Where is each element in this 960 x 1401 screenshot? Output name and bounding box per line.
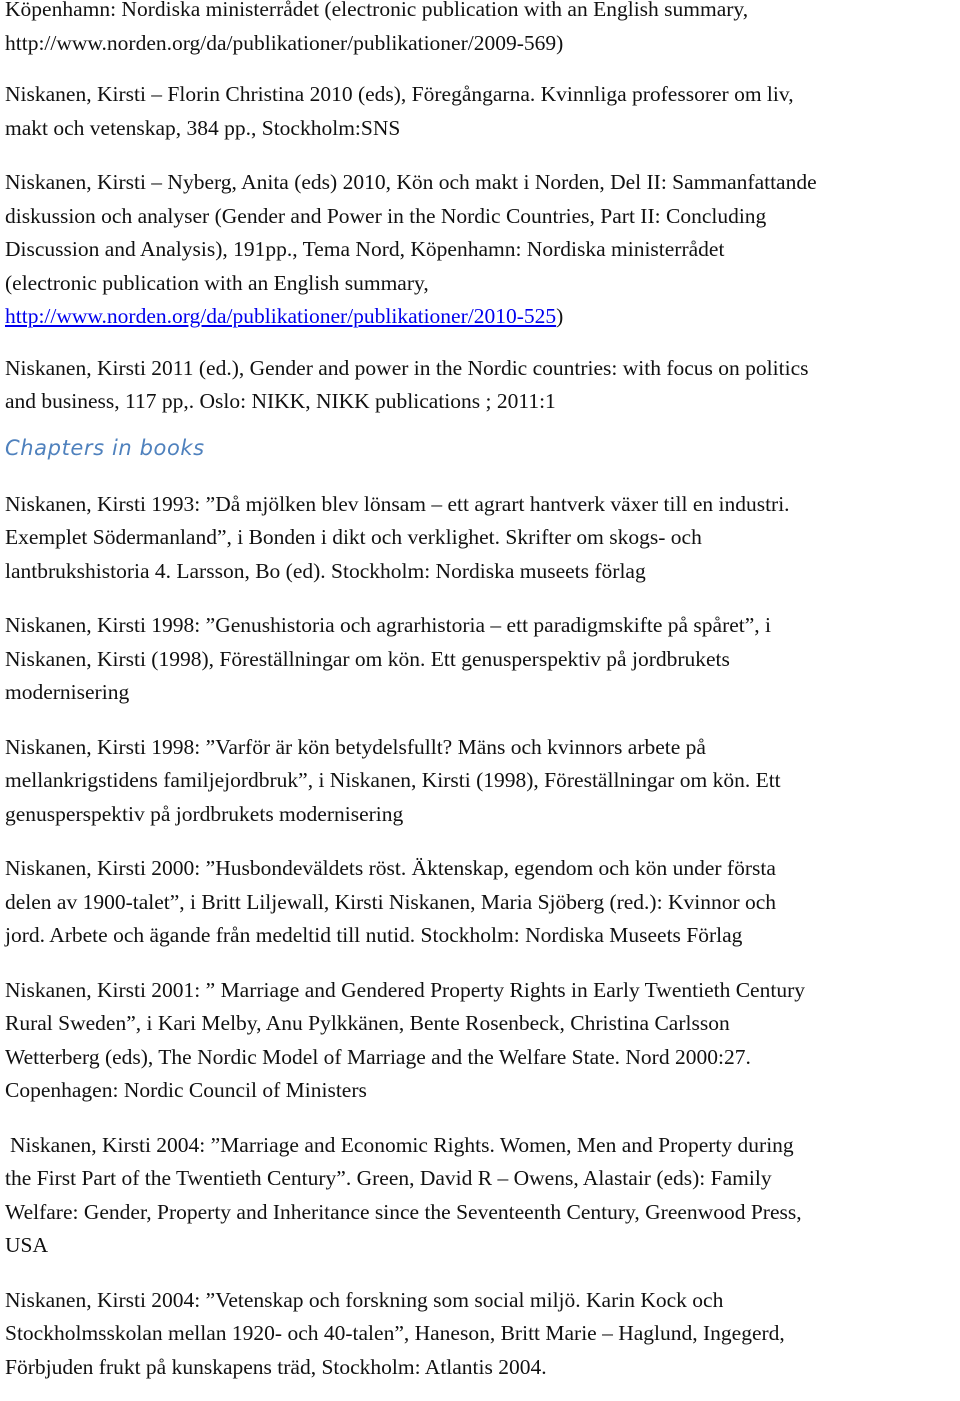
- reference-entry: [5, 78, 955, 145]
- reference-line: Discussion and Analysis), 191pp., Tema Nord, Köpenhamn: Nordiska ministerrådet: [5, 237, 725, 261]
- reference-line: [5, 300, 955, 334]
- reference-line: http://www.norden.org/da/publikationer/publikationer/2009-569): [5, 30, 564, 55]
- reference-line: (electronic publication with an English summary,: [5, 270, 429, 295]
- chapter-line: Niskanen, Kirsti 1998: ”Varför är kön betydelsfullt? Mäns och kvinnors arbete på: [5, 734, 706, 759]
- chapter-entry: [5, 609, 955, 710]
- chapter-line: mellankrigstidens familjejordbruk”, i Niskanen, Kirsti (1998), Föreställningar om kön. Ett: [5, 768, 781, 792]
- chapter-line: genusperspektiv på jordbrukets modernisering: [5, 801, 404, 826]
- reference-line: and business, 117 pp,. Oslo: NIKK, NIKK publications ; 2011:1: [5, 389, 556, 413]
- chapter-line: Copenhagen: Nordic Council of Ministers: [5, 1078, 367, 1102]
- reference-line: diskussion och analyser (Gender and Power in the Nordic Countries, Part II: Concluding: [5, 203, 767, 228]
- link-suffix: ): [556, 304, 564, 328]
- reference-line: Köpenhamn: Nordiska ministerrådet (electronic publication with an English summary,: [5, 0, 749, 21]
- chapter-line: Niskanen, Kirsti 1998: ”Genushistoria och agrarhistoria – ett paradigmskifte på spåret”, i: [5, 613, 772, 637]
- chapter-entry-continued: [5, 1162, 955, 1263]
- chapter-line: Wetterberg (eds), The Nordic Model of Marriage and the Welfare State. Nord 2000:27.: [5, 1044, 751, 1069]
- reference-line: Niskanen, Kirsti – Florin Christina 2010 (eds), Föregångarna. Kvinnliga professorer om liv,: [5, 82, 794, 106]
- chapter-line: Förbjuden frukt på kunskapens träd, Stockholm: Atlantis 2004.: [5, 1354, 547, 1379]
- chapter-line: Niskanen, Kirsti 2000: ”Husbondeväldets röst. Äktenskap, egendom och kön under första: [5, 856, 776, 880]
- chapter-line: Niskanen, Kirsti 1993: ”Då mjölken blev lönsam – ett agrart hantverk växer till en industri.: [5, 491, 790, 516]
- chapter-line: Niskanen, Kirsti 2001: ” Marriage and Gendered Property Rights in Early Twentieth Century: [5, 977, 805, 1002]
- chapter-entry: [5, 974, 955, 1108]
- reference-entry: [5, 352, 955, 419]
- chapter-line: USA: [5, 1233, 49, 1257]
- chapter-entry: [5, 488, 955, 589]
- chapter-line: Welfare: Gender, Property and Inheritance since the Seventeenth Century, Greenwood Press,: [5, 1199, 802, 1224]
- chapter-line: jord. Arbete och ägande från medeltid till nutid. Stockholm: Nordiska Museets Förlag: [5, 923, 743, 947]
- chapter-line: Rural Sweden”, i Kari Melby, Anu Pylkkänen, Bente Rosenbeck, Christina Carlsson: [5, 1011, 730, 1035]
- reference-line: Niskanen, Kirsti – Nyberg, Anita (eds) 2010, Kön och makt i Norden, Del II: Sammanfattande: [5, 170, 817, 194]
- chapter-line: the First Part of the Twentieth Century”. Green, David R – Owens, Alastair (eds): Family: [5, 1166, 772, 1190]
- chapter-entry: [5, 852, 955, 953]
- chapter-line: Exemplet Södermanland”, i Bonden i dikt och verklighet. Skrifter om skogs- och: [5, 525, 702, 549]
- publication-link[interactable]: http://www.norden.org/da/publikationer/publikationer/2010-525: [5, 304, 557, 328]
- chapter-entry: [5, 1284, 955, 1385]
- chapter-line: modernisering: [5, 680, 130, 704]
- reference-line: makt och vetenskap, 384 pp., Stockholm:SNS: [5, 115, 401, 140]
- section-heading: Chapters in books: [5, 435, 205, 460]
- reference-entry: [5, 166, 955, 334]
- reference-entry: [5, 0, 955, 60]
- chapter-line: lantbrukshistoria 4. Larsson, Bo (ed). Stockholm: Nordiska museets förlag: [5, 558, 646, 583]
- chapter-line: Stockholmsskolan mellan 1920- och 40-talen”, Haneson, Britt Marie – Haglund, Ingegerd,: [5, 1321, 785, 1345]
- chapter-line: Niskanen, Kirsti (1998), Föreställningar om kön. Ett genusperspektiv på jordbrukets: [5, 646, 730, 671]
- reference-line: Niskanen, Kirsti 2011 (ed.), Gender and power in the Nordic countries: with focus on politics: [5, 355, 809, 380]
- chapter-entry: [5, 731, 955, 832]
- chapter-entry: [5, 1129, 955, 1163]
- chapter-line: delen av 1900-talet”, i Britt Liljewall, Kirsti Niskanen, Maria Sjöberg (red.): Kvinnor och: [5, 889, 777, 914]
- chapter-line: Niskanen, Kirsti 2004: ”Vetenskap och forskning som social miljö. Karin Kock och: [5, 1287, 724, 1312]
- document-page: [5, 0, 955, 1384]
- chapter-line: Niskanen, Kirsti 2004: ”Marriage and Economic Rights. Women, Men and Property during: [10, 1132, 794, 1157]
